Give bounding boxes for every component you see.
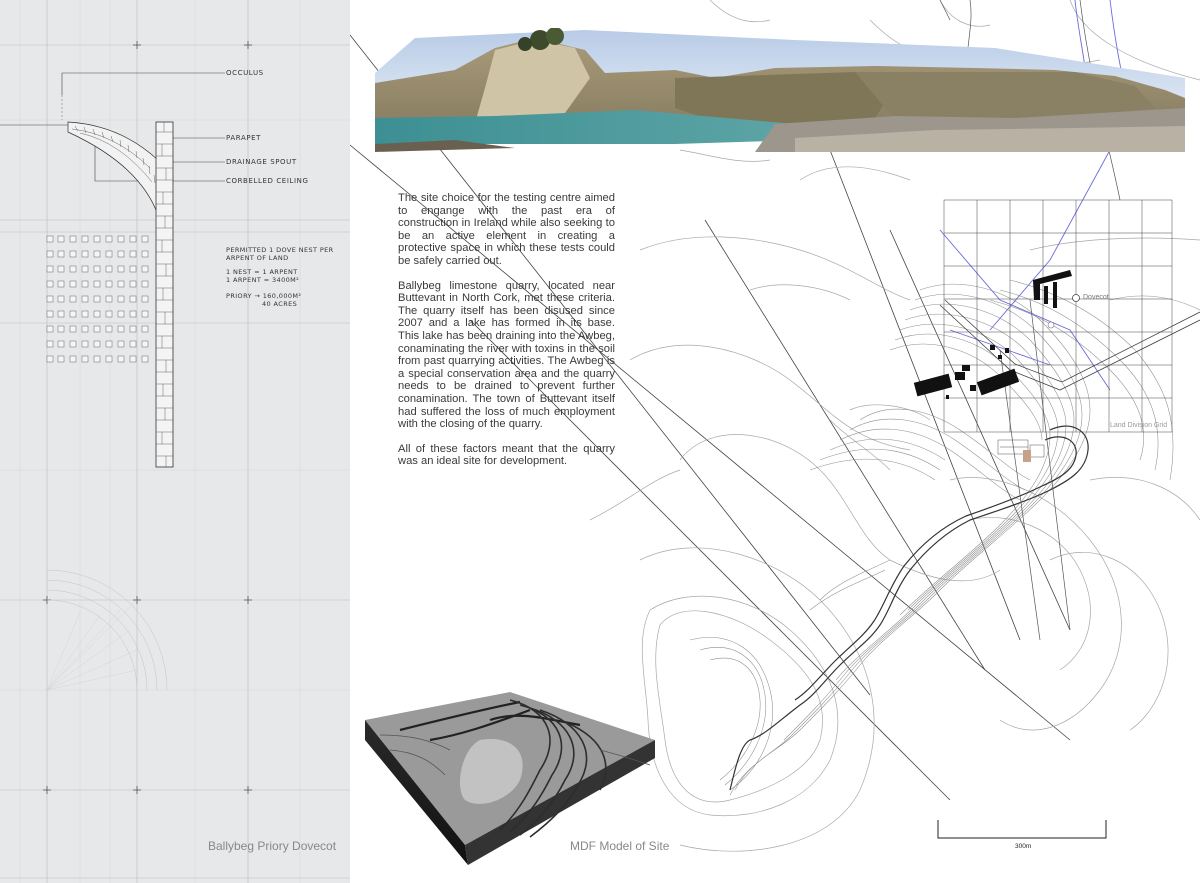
model-caption: MDF Model of Site bbox=[570, 839, 670, 853]
site-description bbox=[398, 192, 615, 480]
label-oculus: OCCULUS bbox=[226, 69, 264, 77]
dovecot-caption: Ballybeg Priory Dovecot bbox=[208, 839, 337, 853]
dovecot-map-label: Dovecot bbox=[1083, 294, 1109, 301]
scale-bar-label: 300m bbox=[1015, 843, 1032, 850]
note-permitted-line2: ARPENT OF LAND bbox=[226, 254, 289, 262]
note-priory-line1: PRIORY → 160,000M² bbox=[226, 292, 302, 300]
land-division-grid-label: Land Division Grid bbox=[1110, 422, 1168, 429]
land-division-grid bbox=[944, 200, 1172, 432]
note-nest-line: 1 NEST = 1 ARPENT bbox=[226, 268, 298, 276]
label-corbelled-ceiling: CORBELLED CEILING bbox=[226, 177, 309, 185]
dovecot-section-panel bbox=[0, 0, 350, 883]
label-parapet: PARAPET bbox=[226, 134, 262, 142]
note-priory-line2: 40 ACRES bbox=[262, 300, 298, 308]
scale-bar bbox=[938, 820, 1106, 838]
site-paragraph-3: All of these factors meant that the quarry was an ideal site for development. bbox=[398, 442, 615, 468]
note-arpent-line: 1 ARPENT = 3400M² bbox=[226, 276, 300, 284]
quarry-panorama-photo bbox=[375, 28, 1185, 152]
note-permitted-line1: PERMITTED 1 DOVE NEST PER bbox=[226, 246, 334, 254]
site-paragraph-2: Ballybeg limestone quarry, located near Buttevant in North Cork, met these criteria. The quarry itself has been disused since 2007 and a lake has formed in its base. This lake has been draining into the Awbeg, conaminating the river with toxins in the soil from past quarrying activities. The Awbeg is a special conservation area and the quarry needs to be drained to prevent further conamination. The town of Buttevant itself had suffered the loss of much employment with the closing of the quarry. bbox=[398, 279, 615, 431]
label-drainage-spout: DRAINAGE SPOUT bbox=[226, 158, 297, 166]
dovecot-section-drawing bbox=[0, 0, 350, 883]
site-paragraph-1: The site choice for the testing centre aimed to engange with the past era of construction in Ireland while also seeking to be an active element in creating a protective space in which these tests could be safely carried out. bbox=[398, 192, 615, 267]
